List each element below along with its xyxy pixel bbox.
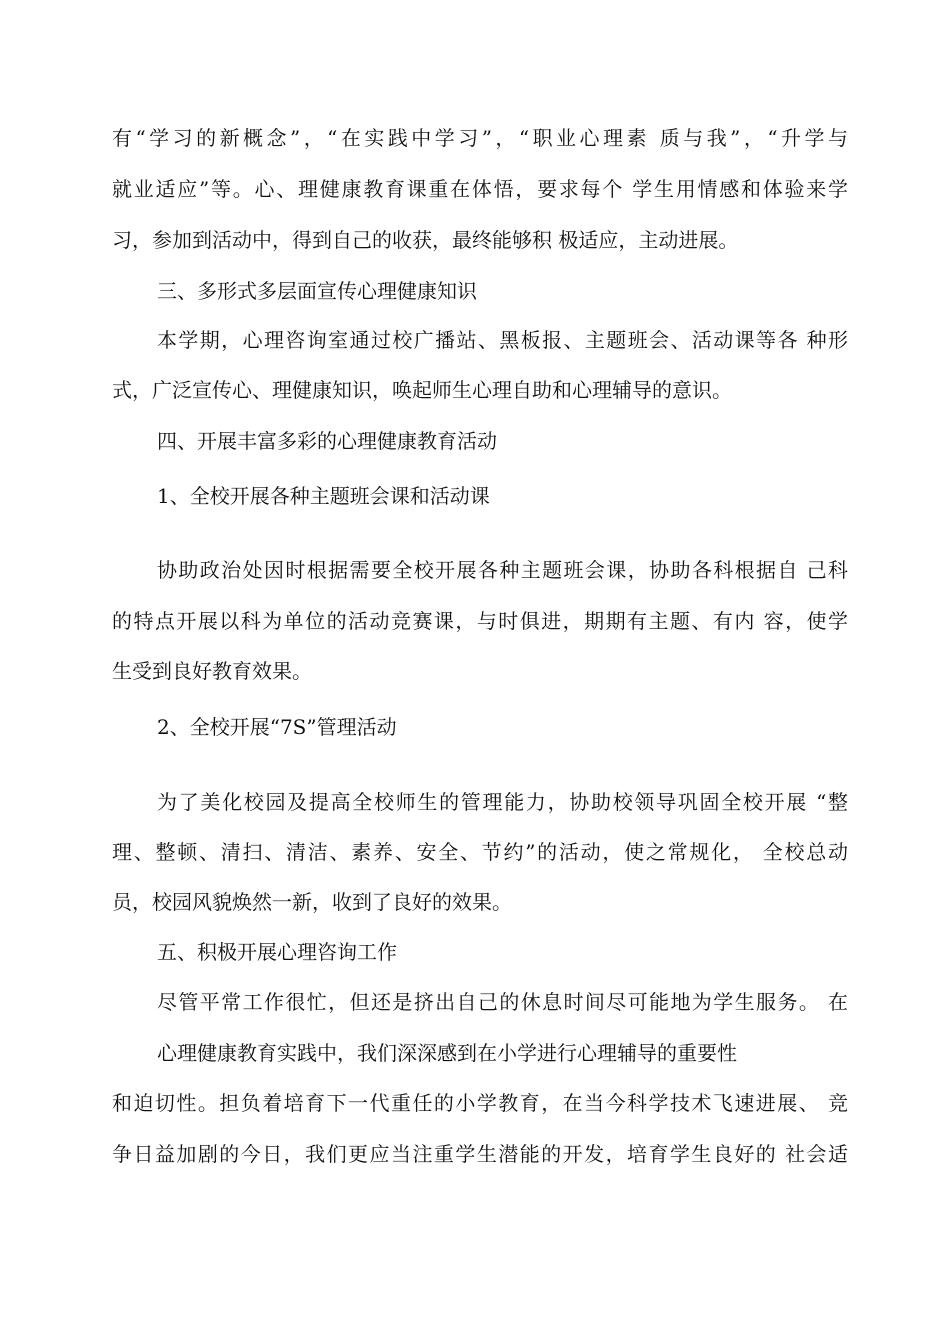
paragraph-line: 心理健康教育实践中，我们深深感到在小学进行心理辅导的重要性 — [157, 1041, 737, 1065]
subsection-heading: 1、全校开展各种主题班会课和活动课 — [157, 484, 490, 508]
section-heading: 四、开展丰富多彩的心理健康教育活动 — [157, 429, 497, 453]
paragraph-line: 争日益加剧的今日，我们更应当注重学生潜能的开发，培育学生良好的 社会适 — [112, 1142, 848, 1166]
paragraph-line: 为了美化校园及提高全校师生的管理能力，协助校领导巩固全校开展 “整 — [157, 790, 848, 814]
paragraph-line: 员，校园风貌焕然一新，收到了良好的效果。 — [112, 890, 512, 914]
section-heading: 三、多形式多层面宣传心理健康知识 — [157, 279, 477, 303]
subsection-heading: 2、全校开展“7S”管理活动 — [157, 715, 397, 739]
paragraph-line: 习，参加到活动中，得到自己的收获，最终能够积 极适应，主动进展。 — [112, 228, 739, 252]
paragraph-line: 协助政治处因时根据需要全校开展各种主题班会课，协助各科根据自 己科 — [157, 558, 848, 582]
paragraph-line: 本学期，心理咨询室通过校广播站、黑板报、主题班会、活动课等各 种形 — [157, 328, 848, 352]
paragraph-line: 生受到良好教育效果。 — [112, 659, 312, 683]
paragraph-line: 式，广泛宣传心、理健康知识，唤起师生心理自助和心理辅导的意识。 — [112, 378, 732, 402]
paragraph-line: 有“学习的新概念”，“在实践中学习”，“职业心理素 质与我”，“升学与 — [112, 126, 848, 150]
paragraph-line: 的特点开展以科为单位的活动竞赛课，与时俱进，期期有主题、有内 容，使学 — [112, 609, 848, 633]
paragraph-line: 理、整顿、清扫、清洁、素养、安全、节约”的活动，使之常规化， 全校总动 — [112, 840, 848, 864]
paragraph-line: 就业适应”等。心、理健康教育课重在体悟，要求每个 学生用情感和体验来学 — [112, 177, 848, 201]
paragraph-line: 尽管平常工作很忙，但还是挤出自己的休息时间尽可能地为学生服务。 在 — [157, 990, 848, 1014]
paragraph-line: 和迫切性。担负着培育下一代重任的小学教育，在当今科学技术飞速进展、 竞 — [112, 1091, 848, 1115]
section-heading: 五、积极开展心理咨询工作 — [157, 940, 397, 964]
